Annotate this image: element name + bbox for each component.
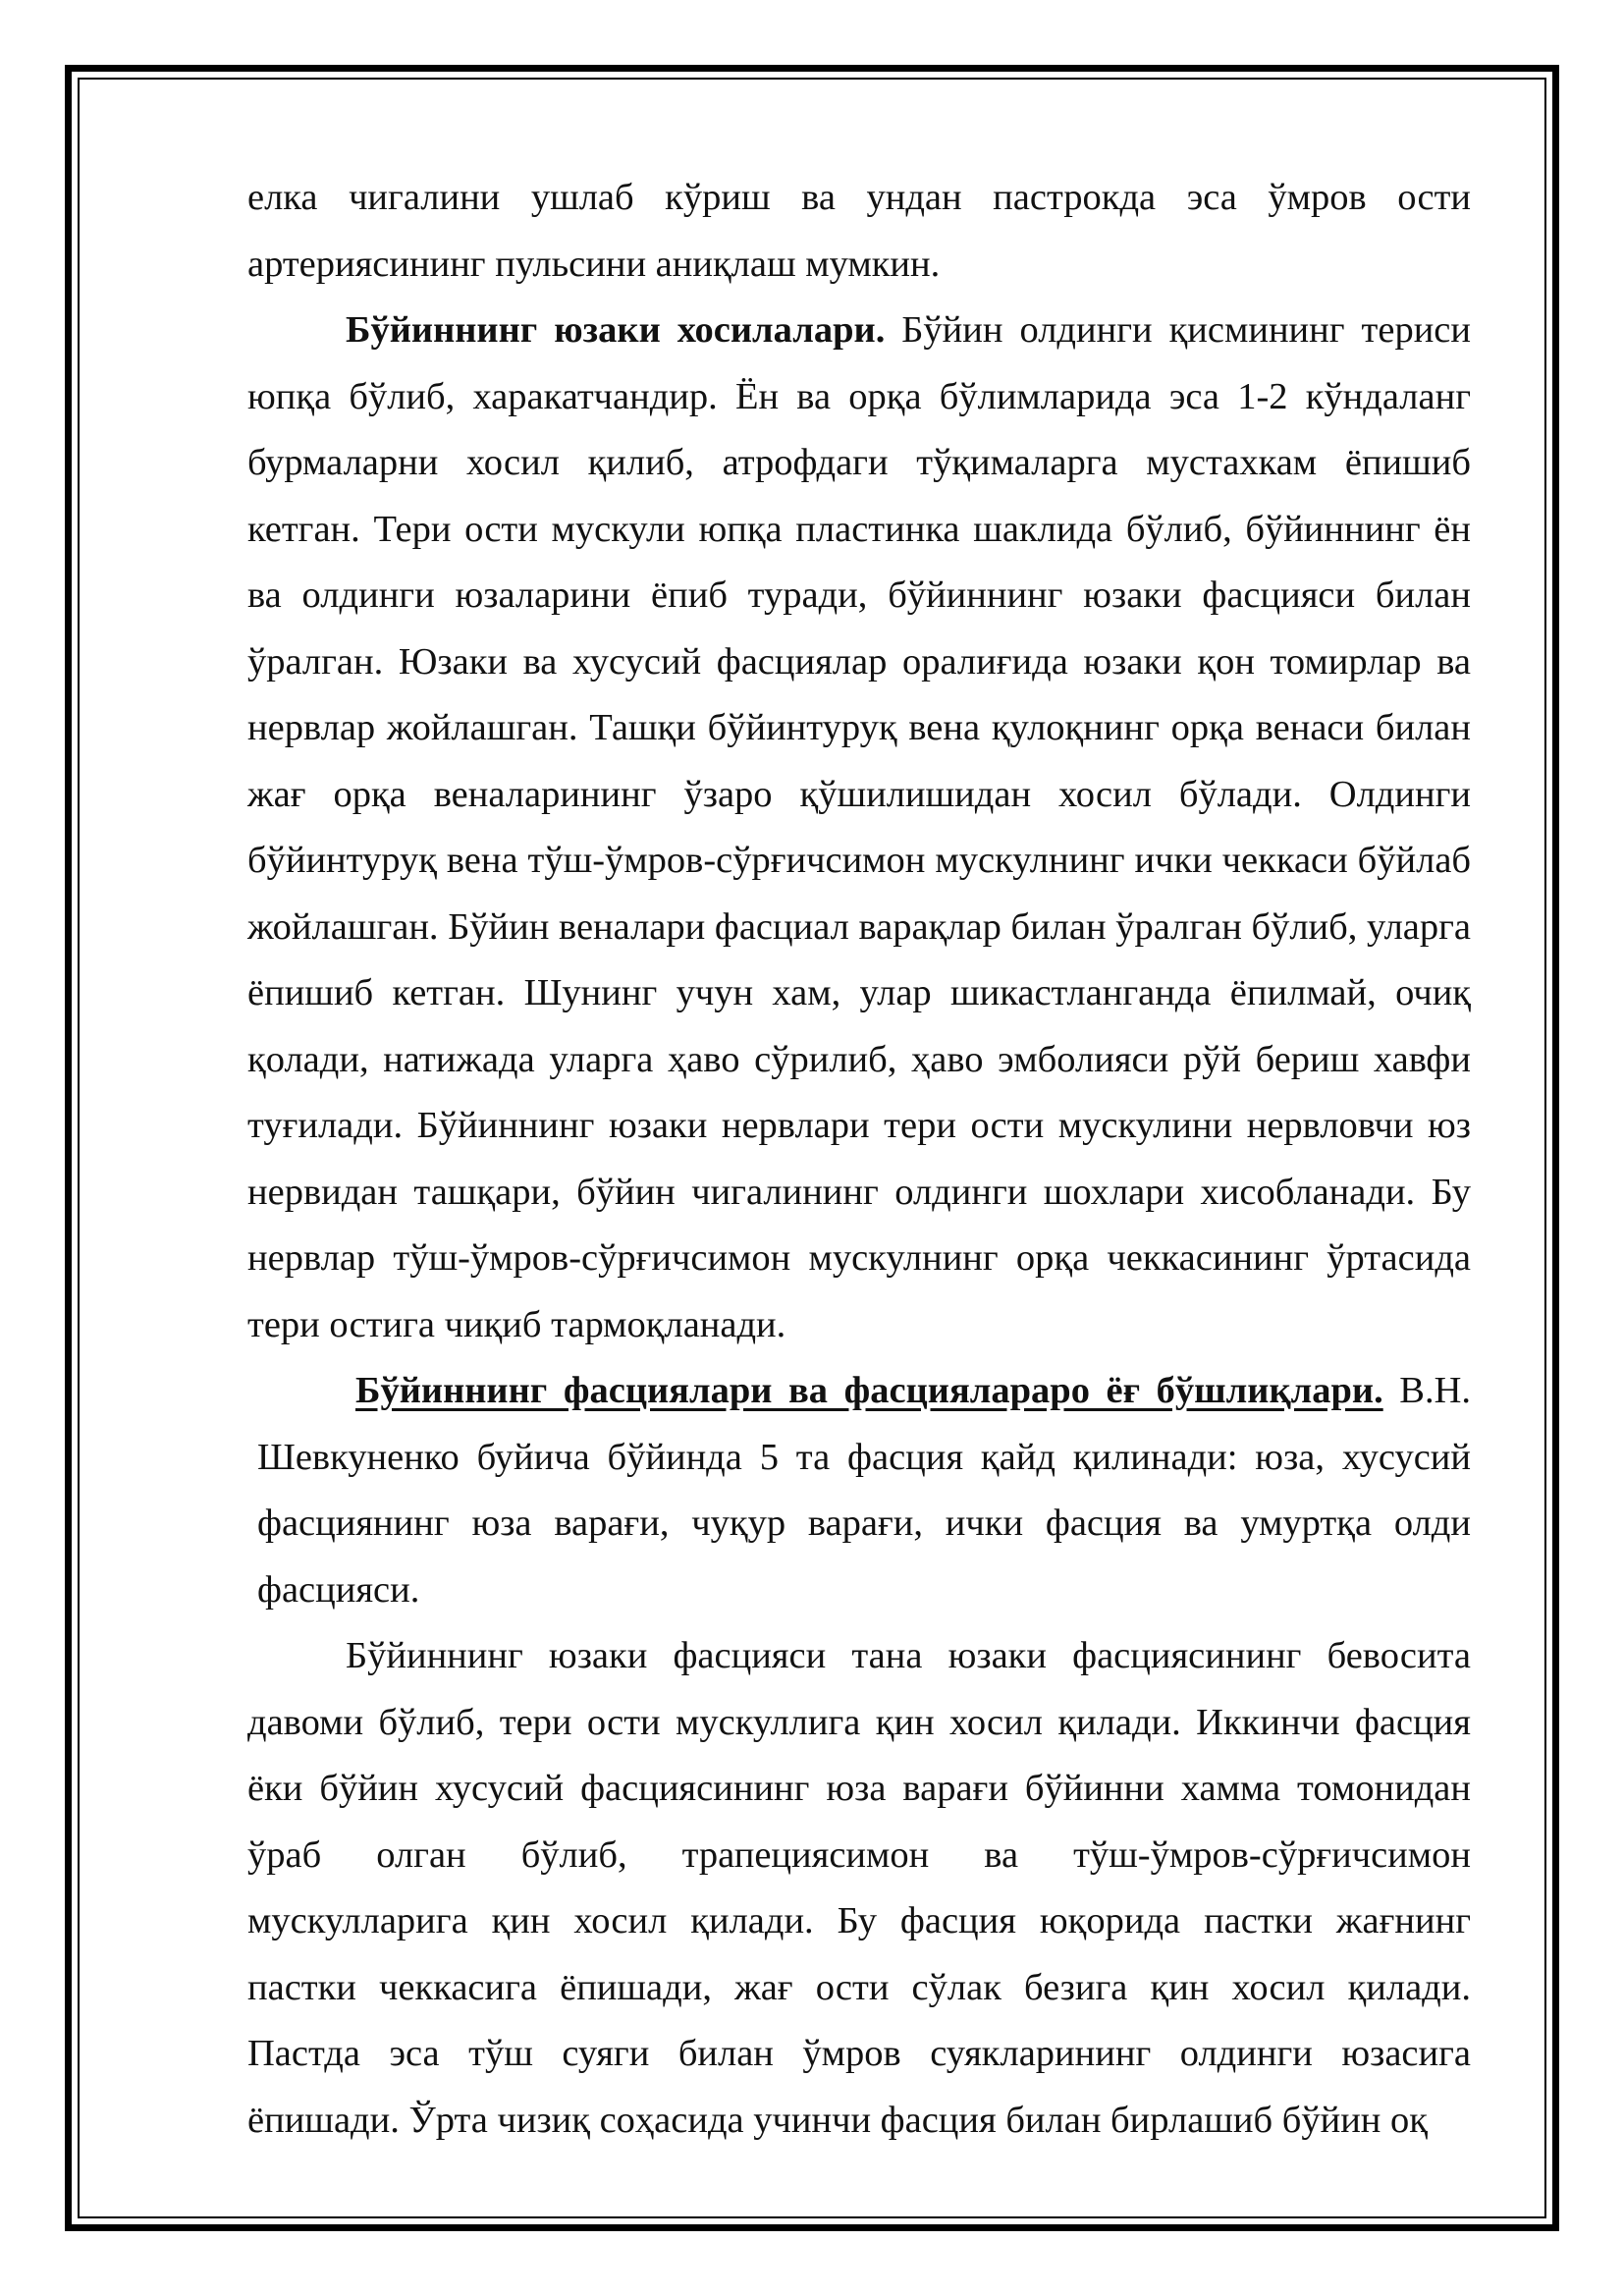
- paragraph-1-text: елка чигалини ушлаб кўриш ва ундан пастрокда эса ўмров ости артериясининг пульсини аниқлаш мумкин.: [247, 177, 1471, 285]
- paragraph-1: [247, 165, 1471, 298]
- paragraph-2: [247, 298, 1471, 1358]
- paragraph-4: [247, 1623, 1471, 2154]
- paragraph-4-text: Бўйиннинг юзаки фасцияси тана юзаки фасциясининг бевосита давоми бўлиб, тери ости мускуллига қин хосил қилади. Иккинчи фасция ёки бўйин хусусий фасциясининг юза варағи бўйинни хамма томонидан ўраб олган бўлиб, трапециясимон ва тўш-ўмров-сўрғичсимон мускулларига қин хосил қилади. Бу фасция юқорида пастки жағнинг пастки чеккасига ёпишади, жағ ости сўлак безига қин хосил қилади. Пастда эса тўш суяги билан ўмров суякларининг олдинги юзасига ёпишади. Ўрта чизиқ соҳасида учинчи фасция билан бирлашиб бўйин оқ: [247, 1635, 1471, 2141]
- section-heading-fascia: Бўйиннинг фасциялари ва фасцияларaро ёғ бўшлиқлари.: [355, 1370, 1383, 1411]
- document-body: [247, 165, 1471, 2154]
- paragraph-3: [247, 1358, 1471, 1623]
- paragraph-3-text: В.Н. Шевкуненко буйича бўйинда 5 та фасция қайд қилинади: юза, хусусий фасциянинг юза варағи, чуқур варағи, ички фасция ва умуртқа олди фасцияси.: [257, 1370, 1471, 1611]
- section-heading-superficial-formations: Бўйиннинг юзаки хосилалари.: [346, 309, 886, 351]
- paragraph-2-text: Бўйин олдинги қисмининг териси юпқа бўлиб, харакатчандир. Ён ва орқа бўлимларида эса 1-2 кўндаланг бурмаларни хосил қилиб, атрофдаги тўқималарга мустахкам ёпишиб кетган. Тери ости мускули юпқа пластинка шаклида бўлиб, бўйиннинг ён ва олдинги юзаларини ёпиб туради, бўйиннинг юзаки фасцияси билан ўралган. Юзаки ва хусусий фасциялар оралиғида юзаки қон томирлар ва нервлар жойлашган. Ташқи бўйинтуруқ вена қулоқнинг орқа венаси билан жағ орқа веналарининг ўзаро қўшилишидан хосил бўлади. Олдинги бўйинтуруқ вена тўш-ўмров-сўрғичсимон мускулнинг ички чеккаси бўйлаб жойлашган. Бўйин веналари фасциал варақлар билан ўралган бўлиб, уларга ёпишиб кетган. Шунинг учун хам, улар шикастланганда ёпилмай, очиқ қолади, натижада уларга ҳаво сўрилиб, ҳаво эмболияси рўй бериш хавфи туғилади. Бўйиннинг юзаки нервлари тери ости мускулини нервловчи юз нервидан ташқари, бўйин чигалининг олдинги шохлари хисобланади. Бу нервлар тўш-ўмров-сўрғичсимон мускулнинг орқа чеккасининг ўртасида тери остига чиқиб тармоқланади.: [247, 309, 1471, 1345]
